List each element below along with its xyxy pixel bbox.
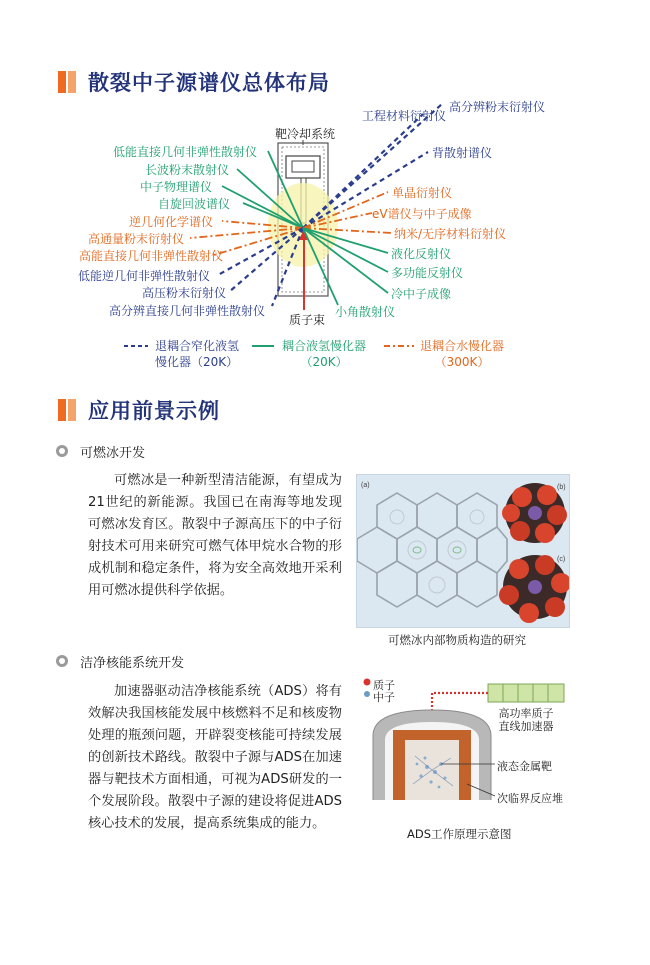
- instrument-label-right-3: 背散射谱仪: [432, 146, 493, 160]
- combustible-ice-caption: 可燃冰内部物质构造的研究: [388, 633, 526, 647]
- proton-dot-icon: [364, 679, 371, 686]
- instrument-label-left-8: 低能逆几何非弹性散射仪: [78, 269, 211, 283]
- clean-nuclear-paragraph: 加速器驱动洁净核能系统（ADS）将有效解决我国核能发展中核燃料不足和核废物处理的瓶颈问题，开辟裂变核能可持续发展的创新技术路线。散裂中子源与ADS在加速器与靶技术方面相通，可视为ADS研发的一个发展阶段。散裂中子源的建设将促进ADS核心技术的发展，提高系统集成的能力。: [88, 684, 342, 831]
- subcritical-reactor-label: 次临界反应堆: [497, 792, 563, 805]
- combustible-ice-paragraph: 可燃冰是一种新型清洁能源，有望成为21世纪的新能源。我国已在南海等地发现可燃冰发育区。散裂中子源高压下的中子衍射技术可用来研究可燃气体甲烷水合物的形成机制和稳定条件，将为安全高效地开采利用可燃冰提供科学依据。: [88, 473, 342, 598]
- section-title: 应用前景示例: [88, 399, 220, 423]
- instrument-label-right-4: 单晶衍射仪: [392, 186, 453, 200]
- legend-neutron-label: 中子: [373, 691, 395, 704]
- linac-label: 高功率质子直线加速器: [498, 707, 554, 733]
- linac-icon: [488, 684, 564, 702]
- clathrate-image: [357, 475, 569, 627]
- instrument-label-right-9: 冷中子成像: [391, 287, 452, 301]
- section-marker-icon: [58, 399, 76, 421]
- instrument-label-left-7: 高能直接几何非弹性散射仪: [79, 249, 224, 263]
- instrument-label-left-4: 自旋回波谱仪: [158, 197, 231, 211]
- instrument-label-left-5: 逆几何化学谱仪: [129, 215, 214, 229]
- svg-text:(a): (a): [361, 482, 370, 489]
- instrument-label-left-1: 低能直接几何非弹性散射仪: [113, 145, 258, 159]
- instrument-label-right-10: 小角散射仪: [335, 305, 396, 319]
- section-title: 散裂中子源谱仪总体布局: [88, 71, 330, 95]
- circle-bullet-icon: [56, 655, 68, 667]
- liquid-target-label: 液态金属靶: [497, 760, 552, 773]
- svg-text:(b): (b): [557, 484, 566, 491]
- instrument-label-right-5: eV谱仪与中子成像: [372, 207, 472, 221]
- neutron-dot-icon: [364, 691, 370, 697]
- instrument-label-left-9: 高压粉末衍射仪: [142, 286, 227, 300]
- circle-bullet-icon: [56, 445, 68, 457]
- instrument-label-left-2: 长波粉末散射仪: [145, 163, 230, 177]
- instrument-label-right-1: 高分辨粉末衍射仪: [449, 100, 546, 114]
- molecule-b-icon: [502, 483, 567, 543]
- molecule-c-icon: [499, 555, 569, 623]
- instrument-label-right-2: 工程材料衍射仪: [362, 109, 447, 123]
- target-cooling-label: 靶冷却系统: [275, 127, 336, 141]
- section-header-applications: [58, 397, 220, 423]
- instrument-label-left-10: 高分辨直接几何非弹性散射仪: [109, 304, 266, 318]
- instrument-label-right-6: 纳米/无序材料衍射仪: [394, 227, 507, 241]
- clathrate-structure-figure: [356, 474, 570, 628]
- legend-decoupled-water: 退耦合水慢化器 （300K）: [420, 339, 505, 369]
- subsection-clean-nuclear: 洁净核能系统开发: [56, 652, 184, 670]
- legend-coupled-h2: 耦合液氢慢化器 （20K）: [282, 339, 367, 369]
- subsection-combustible-ice: 可燃冰开发: [56, 442, 145, 460]
- instrument-label-right-7: 液化反射仪: [391, 247, 452, 261]
- proton-beam-label: 质子束: [289, 313, 326, 327]
- legend-decoupled-poisoned-h2: 退耦合窄化液氢 慢化器（20K）: [155, 339, 240, 369]
- instrument-label-right-8: 多功能反射仪: [391, 266, 464, 280]
- svg-text:(c): (c): [557, 556, 566, 563]
- instrument-label-left-6: 高通量粉末衍射仪: [88, 232, 185, 246]
- ads-caption: ADS工作原理示意图: [407, 827, 512, 841]
- instrument-label-left-3: 中子物理谱仪: [140, 180, 213, 194]
- legend-proton-label: 质子: [373, 679, 395, 692]
